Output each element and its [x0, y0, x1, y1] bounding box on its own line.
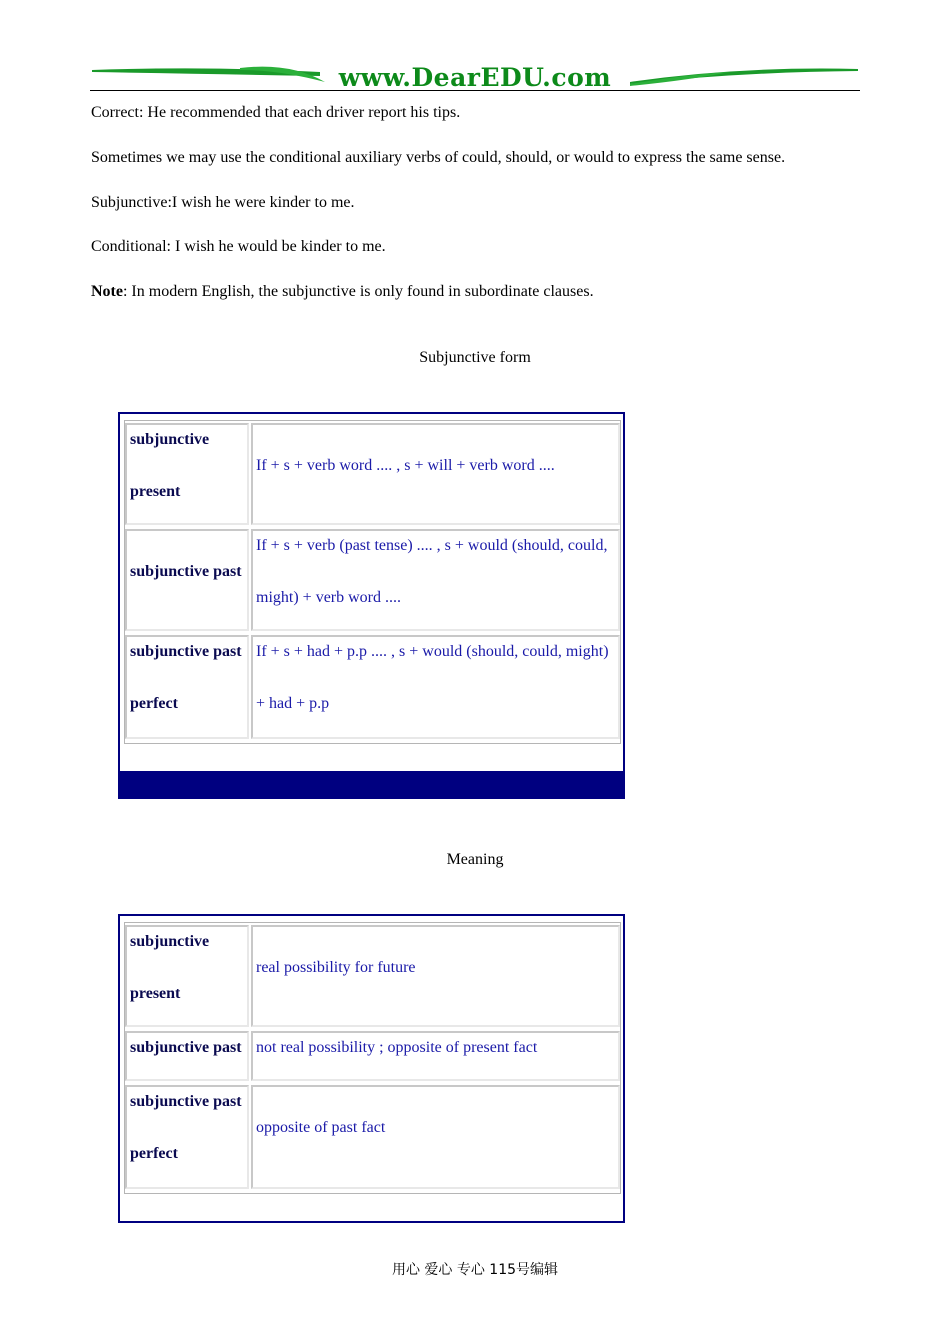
- table-row: [125, 925, 620, 1029]
- page-footer: 用心 爱心 专心 115号编辑: [391, 1262, 559, 1278]
- site-logo-text: www.DearEDU.com: [338, 63, 612, 92]
- row-label-cell: [125, 635, 249, 739]
- form-table-body: [124, 420, 621, 744]
- paragraph-correct-example: Correct: He recommended that each driver report his tips.: [91, 104, 461, 121]
- row-value-cell: [251, 529, 620, 631]
- form-table-caption: Subjunctive form: [419, 349, 531, 366]
- row-label-line1: subjunctive past: [130, 643, 242, 660]
- row-value: real possibility for future: [256, 959, 416, 976]
- row-value-line1: If + s + verb word .... , s + will + verb word ....: [256, 457, 555, 474]
- row-value-cell: [251, 635, 620, 739]
- row-label-line1: subjunctive past: [130, 1039, 242, 1056]
- row-value-line2: might) + verb word ....: [256, 589, 401, 606]
- row-value-line1: If + s + had + p.p .... , s + would (should, could, might): [256, 643, 609, 660]
- meaning-table-body: [124, 922, 621, 1194]
- paragraph-note: [91, 282, 594, 302]
- meaning-table-caption: Meaning: [446, 851, 504, 868]
- row-value-line2: + had + p.p: [256, 695, 330, 712]
- page-header: [90, 60, 860, 94]
- table-row: [125, 635, 620, 741]
- note-text: : In modern English, the subjunctive is only found in subordinate clauses.: [122, 283, 594, 300]
- row-label-cell: [125, 1031, 249, 1081]
- row-label-line2: perfect: [130, 1145, 178, 1162]
- table-footer-bar: [120, 771, 623, 797]
- row-value: not real possibility ; opposite of present fact: [256, 1039, 538, 1056]
- row-value-line1: If + s + verb (past tense) .... , s + would (should, could,: [256, 537, 608, 554]
- row-label-line1: subjunctive past: [130, 563, 242, 580]
- paragraph-conditional-note: Sometimes we may use the conditional auxiliary verbs of could, should, or would to express the same sense.: [91, 149, 786, 166]
- row-label-cell: [125, 925, 249, 1027]
- table-row: [125, 529, 620, 633]
- table-row: [125, 1031, 620, 1083]
- row-value: opposite of past fact: [256, 1119, 386, 1136]
- meaning-table: [118, 914, 625, 1223]
- row-label-line2: present: [130, 483, 181, 500]
- row-label-line2: present: [130, 985, 181, 1002]
- row-label-cell: [125, 1085, 249, 1189]
- row-label-line1: subjunctive: [130, 431, 210, 448]
- row-label-cell: [125, 529, 249, 631]
- row-value-cell: [251, 423, 620, 525]
- row-label-line1: subjunctive past: [130, 1093, 242, 1110]
- row-label-line1: subjunctive: [130, 933, 210, 950]
- table-row: [125, 423, 620, 527]
- paragraph-subjunctive-example: Subjunctive:I wish he were kinder to me.: [91, 194, 355, 211]
- row-value-cell: [251, 1031, 620, 1081]
- row-value-cell: [251, 1085, 620, 1189]
- row-value-cell: [251, 925, 620, 1027]
- row-label-line2: perfect: [130, 695, 178, 712]
- row-label-cell: [125, 423, 249, 525]
- table-row: [125, 1085, 620, 1191]
- note-label: Note: [91, 283, 123, 300]
- subjunctive-form-table: [118, 412, 625, 799]
- header-divider: [90, 90, 860, 91]
- paragraph-conditional-example: Conditional: I wish he would be kinder to me.: [91, 238, 386, 255]
